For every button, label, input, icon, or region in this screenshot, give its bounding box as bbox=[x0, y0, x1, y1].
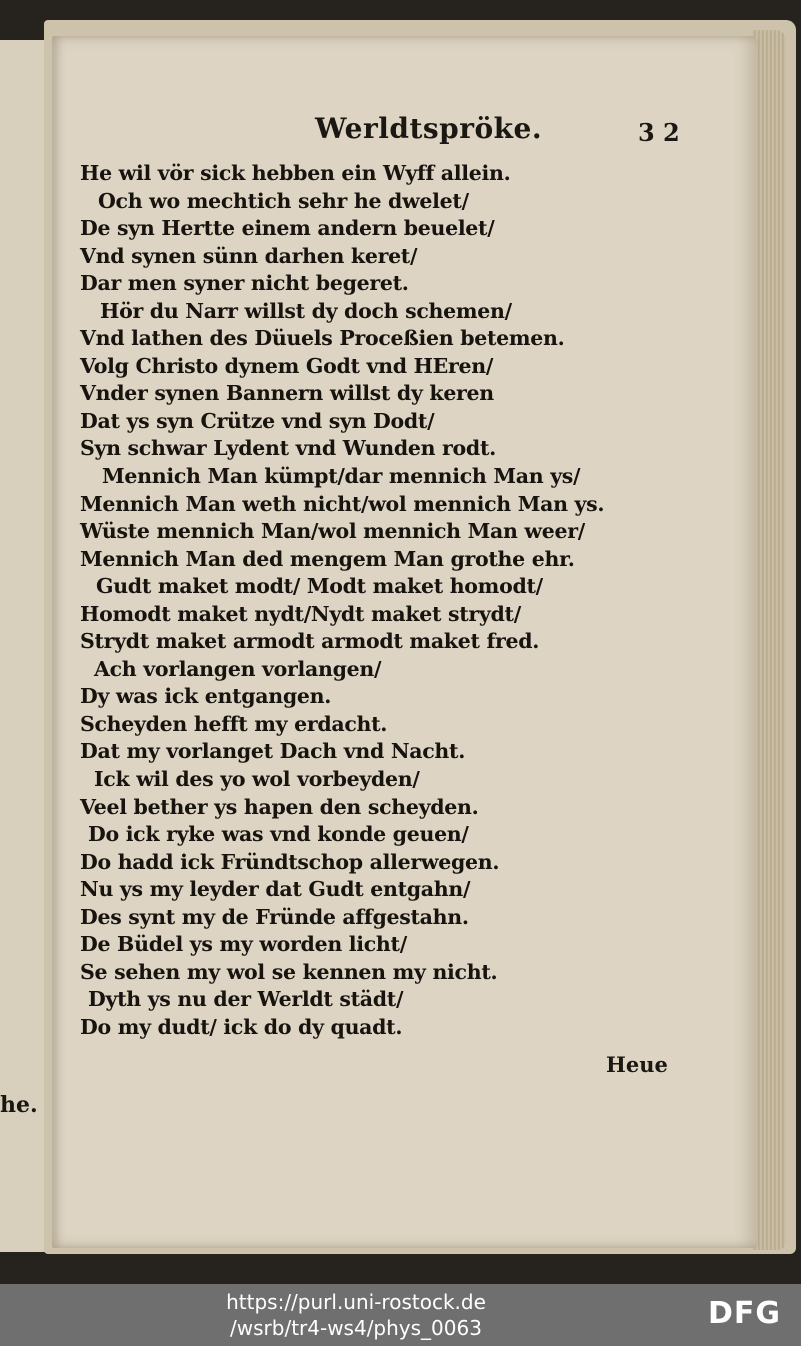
text-line: Do my dudt/ ick do dy quadt. bbox=[80, 1014, 403, 1039]
source-url-line-1[interactable]: https://purl.uni-rostock.de bbox=[226, 1290, 486, 1314]
text-line: Des synt my de Fründe affgestahn. bbox=[80, 904, 469, 929]
text-line: Veel bether ys hapen den scheyden. bbox=[80, 794, 479, 819]
text-line: Syn schwar Lydent vnd Wunden rodt. bbox=[80, 436, 496, 461]
text-line: Mennich Man kümpt/dar mennich Man ys/ bbox=[102, 464, 581, 489]
verse-text bbox=[80, 160, 680, 1042]
text-line: Vnder synen Bannern willst dy keren bbox=[80, 381, 494, 406]
text-line: De syn Hertte einem andern beuelet/ bbox=[80, 216, 495, 241]
text-line: Hör du Narr willst dy doch schemen/ bbox=[100, 298, 512, 323]
dfg-logo: DFG bbox=[708, 1296, 782, 1331]
text-line: Mennich Man weth nicht/wol mennich Man ys. bbox=[80, 491, 605, 516]
text-line: Do hadd ick Fründtschop allerwegen. bbox=[80, 849, 500, 874]
text-line: Vnd lathen des Düuels Proceßien betemen. bbox=[80, 326, 565, 351]
text-line: Ick wil des yo wol vorbeyden/ bbox=[94, 767, 420, 792]
running-title: Werldtspröke. bbox=[315, 112, 543, 145]
text-line: Ach vorlangen vorlangen/ bbox=[94, 656, 382, 681]
text-line: Scheyden hefft my erdacht. bbox=[80, 711, 388, 736]
text-line: Wüste mennich Man/wol mennich Man weer/ bbox=[80, 519, 585, 544]
text-line: Do ick ryke was vnd konde geuen/ bbox=[88, 822, 469, 847]
text-line: Homodt maket nydt/Nydt maket strydt/ bbox=[80, 601, 521, 626]
text-line: Vnd synen sünn darhen keret/ bbox=[80, 243, 418, 268]
text-line: Volg Christo dynem Godt vnd HEren/ bbox=[80, 353, 494, 378]
text-line: Dat ys syn Crütze vnd syn Dodt/ bbox=[80, 408, 435, 433]
text-line: Gudt maket modt/ Modt maket homodt/ bbox=[96, 574, 543, 599]
catchword: Heue bbox=[606, 1052, 668, 1077]
text-line: Nu ys my leyder dat Gudt entgahn/ bbox=[80, 877, 471, 902]
text-line: He wil vör sick hebben ein Wyff allein. bbox=[80, 161, 511, 185]
text-line: Och wo mechtich sehr he dwelet/ bbox=[98, 188, 469, 213]
page-number: 3 2 bbox=[638, 118, 680, 147]
source-url-line-2[interactable]: /wsrb/tr4-ws4/phys_0063 bbox=[230, 1316, 482, 1340]
text-line: De Büdel ys my worden licht/ bbox=[80, 932, 407, 957]
text-line: Dat my vorlanget Dach vnd Nacht. bbox=[80, 739, 466, 764]
left-page-catchword: he. bbox=[0, 1092, 38, 1118]
viewer-footer bbox=[0, 1284, 801, 1346]
text-line: Dar men syner nicht begeret. bbox=[80, 271, 409, 296]
text-line: Dy was ick entgangen. bbox=[80, 684, 332, 709]
text-line: Se sehen my wol se kennen my nicht. bbox=[80, 959, 498, 984]
text-line: Strydt maket armodt armodt maket fred. bbox=[80, 629, 540, 654]
text-line: Mennich Man ded mengem Man grothe ehr. bbox=[80, 546, 575, 571]
text-line: Dyth ys nu der Werldt städt/ bbox=[88, 987, 404, 1012]
